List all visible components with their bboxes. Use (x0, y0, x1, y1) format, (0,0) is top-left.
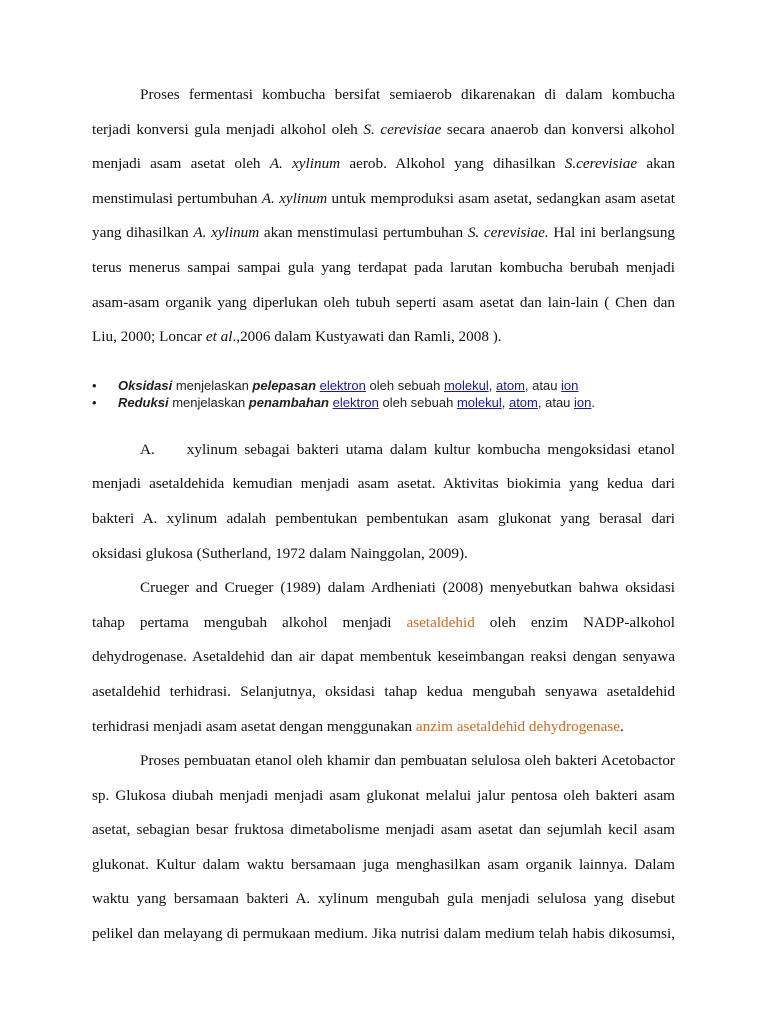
link-molekul[interactable]: molekul (443, 377, 489, 393)
paragraph-etanol (92, 744, 675, 952)
species-name: A. xylinum (193, 224, 260, 242)
text-line: terhidrasi menjadi asam asetat dengan menggunakan anzim asetaldehid dehydrogenase. (92, 717, 624, 735)
text-line: pelikel dan melayang di permukaan medium. Jika nutrisi dalam medium telah habis dikosumsi, (92, 925, 675, 943)
paragraph-fermentation (92, 78, 675, 355)
text-line: menjadi asetaldehida kemudian menjadi asam asetat. Aktivitas biokimia yang kedua dari (92, 475, 675, 493)
text-line: A. xylinum sebagai bakteri utama dalam kultur kombucha mengoksidasi etanol (140, 440, 675, 458)
text-line: Crueger and Crueger (1989) dalam Ardheniati (2008) menyebutkan bahwa oksidasi (140, 579, 675, 597)
species-name: S.cerevisiae (564, 155, 638, 173)
definition-list (92, 377, 675, 411)
paragraph-crueger (92, 571, 675, 744)
list-item-oksidasi: • Oksidasi menjelaskan pelepasan elektron oleh sebuah molekul, atom, atau ion (92, 377, 579, 393)
link-ion[interactable]: ion (574, 394, 592, 410)
action-label: penambahan (248, 394, 329, 410)
species-name: S. cerevisiae (363, 120, 442, 138)
text-line: terjadi konversi gula menjadi alkohol oleh S. cerevisiae secara anaerob dan konversi alkohol (92, 120, 676, 138)
paragraph-xylinum (92, 433, 675, 571)
text-line: asetat, sebagian besar fruktosa dimetabolisme menjadi asam asetat dan sejumlah kecil asam (92, 821, 675, 839)
action-label: pelepasan (252, 377, 317, 393)
species-name: A. xylinum (261, 189, 328, 207)
link-atom[interactable]: atom (508, 394, 538, 410)
text-line: asetaldehid terhidrasi. Selanjutnya, oksidasi tahap kedua mengubah senyawa asetaldehid (92, 682, 675, 700)
term-label: Reduksi (118, 394, 169, 410)
text-line: bakteri A. xylinum adalah pembentukan pembentukan asam glukonat yang berasal dari (92, 509, 675, 527)
bullet-icon: • (92, 394, 97, 410)
text-line: Proses pembuatan etanol oleh khamir dan pembuatan selulosa oleh bakteri Acetobactor (140, 752, 675, 770)
list-item-reduksi: • Reduksi menjelaskan penambahan elektron oleh sebuah molekul, atom, atau ion. (92, 394, 595, 410)
text-line: sp. Glukosa diubah menjadi menjadi asam glukonat melalui jalur pentosa oleh bakteri asam (92, 786, 675, 804)
text-line: yang dihasilkan A. xylinum akan menstimulasi pertumbuhan S. cerevisiae. Hal ini berlangsung (92, 224, 676, 242)
text-line: dehydrogenase. Asetaldehid dan air dapat membentuk keseimbangan reaksi dengan senyawa (92, 648, 675, 666)
bullet-icon: • (92, 377, 97, 393)
species-name: A. xylinum (269, 155, 341, 173)
link-molekul[interactable]: molekul (456, 394, 502, 410)
text-line: terus menerus sampai sampai gula yang terdapat pada larutan kombucha berubah menjadi (92, 258, 675, 276)
highlighted-term: asetaldehid (406, 613, 475, 631)
species-name: S. cerevisiae. (467, 224, 549, 242)
text-line: waktu yang bersamaan bakteri A. xylinum mengubah gula menjadi selulosa yang disebut (92, 890, 675, 908)
link-elektron[interactable]: elektron (319, 377, 366, 393)
citation-etal: et al (205, 328, 233, 346)
text-line: Liu, 2000; Loncar et al.,2006 dalam Kustyawati dan Ramli, 2008 ). (92, 328, 502, 346)
document-page (92, 78, 675, 952)
text-line: menjadi asam asetat oleh A. xylinum aerob. Alkohol yang dihasilkan S.cerevisiae akan (92, 155, 676, 173)
text-line: glukonat. Kultur dalam waktu bersamaan juga menghasilkan asam organik lainnya. Dalam (92, 855, 675, 873)
text-line: asam-asam organik yang diperlukan oleh tubuh seperti asam asetat dan lain-lain ( Chen dan (92, 293, 675, 311)
link-atom[interactable]: atom (496, 377, 525, 393)
text-line: Proses fermentasi kombucha bersifat semiaerob dikarenakan di dalam kombucha (140, 86, 675, 103)
link-elektron[interactable]: elektron (332, 394, 379, 410)
link-ion[interactable]: ion (561, 377, 579, 393)
text-line: tahap pertama mengubah alkohol menjadi asetaldehid oleh enzim NADP-alkohol (92, 613, 675, 631)
highlighted-term: anzim asetaldehid dehydrogenase (415, 717, 620, 735)
text-line: oksidasi glukosa (Sutherland, 1972 dalam Nainggolan, 2009). (92, 544, 468, 562)
term-label: Oksidasi (118, 377, 173, 393)
text-line: menstimulasi pertumbuhan A. xylinum untuk memproduksi asam asetat, sedangkan asam asetat (92, 189, 675, 207)
